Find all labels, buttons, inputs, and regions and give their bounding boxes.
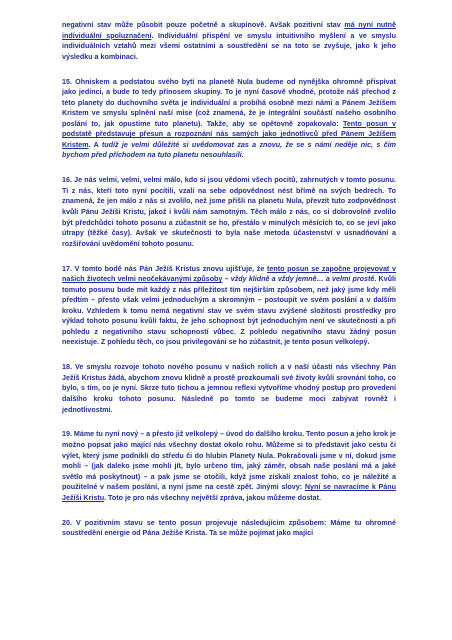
underlined-text: Tento posun v podstatě představuje přesun a rozpoznání nás samých jako jednotlivců před Pánem Ježíšem Kristem [62, 119, 396, 149]
paragraph-text: 19. Máme tu nyní nový – a přesto již velkolepý – úvod do dalšího kroku. Tento posun a jeho krok je možno popsat jako mající nás všechny dostat okolo rohu. Můžeme si to představit jako cestu či výlet, který jsme podnikli do středu či do hlubin Planety Nula. Pokračovali jsme v ní, dokud jsme mohli – (jak daleko jsme mohli jít, bylo určeno tím, jaký záměr, obsah naše poslání má a jaké světlo má poskytnout) – a pak jsme se otočili, když jsme získali znalost toho, co je náležité a použitelné v našem poslání, a nyní jsme na cestě zpět. Jinými slovy: [62, 430, 396, 492]
underlined-text: tento posun se započne projevovat v našich životech velmi neočekávanými způsoby [62, 264, 396, 284]
paragraph-text: . Individuální přispění ve smyslu intuitivního myšlení a ve smyslu individuálních vztahů mezi všemi ostatními a soustředění se na toto se zvyšuje, jako k jeho výsledku a kombinaci. [62, 31, 396, 61]
paragraph-p16 [62, 175, 396, 249]
paragraph-p15 [62, 77, 396, 161]
paragraph-text: 15. Ohniskem a podstatou svého bytí na planetě Nula budeme od nynějška ohromně přispívat jako jedinci, a bude to tedy přínosem skupiny. To je nyní časově vhodné, protože náš přechod z této planety do duchovního světa je individuální a probíhá osobně mezi námi a Pánem Ježíšem Kristem ve smyslu splnění naší mise (což znamená, že je integrální součástí našeho osobního poslání to, jak opustíme tuto planetu). Takže, aby se opětovně zopakovalo: [62, 77, 396, 128]
paragraph-p18 [62, 362, 396, 415]
paragraph-text: 17. V tomto bodě nás Pán Ježíš Kristus znovu ujišťuje, že [62, 264, 267, 273]
paragraph-text: 16. Je nás velmi, velmi, velmi málo, kdo si jsou vědomi všech pocitů, zahrnutých v tomto posunu. Ti z nás, kteří toto nyní pocítili, vzali na sebe odpovědnost nést břímě na svých bedrech. To znamená, že jen málo z nás si zvolilo, než jsme přišli na planetu Nula, převzít tuto zodpovědnost kvůli Pánu Ježíši Kristu, jakož i kvůli nám samotným. Těch málo z nás, co si dobrovolně zvolilo být předchůdci tohoto posunu a zúčastnit se ho, přestálo v minulých měsících to, co se jeví jako útrapy (těžké časy). Avšak ve skutečnosti to byla naše metoda účastenství v usnadňování a rozšiřování uvědomění tohoto posunu. [62, 176, 396, 248]
paragraph-text: . Kvůli tomuto posunu bude mít každý z nás příležitost tím nejširším způsobem, než jaký jsme kdy měli předtím – přesto však velmi jednoduchým a skromným – postoupit ve svém poslání a v dalším kroku. Vzhledem k tomu nemá negativní stav ve svém stavu zvýšené složitosti prostředky pro výklad tohoto posunu kvůli faktu, že jeho schopnost být jednoduchým není ve skutečnosti a při pohledu z negativního stavu schopností vůbec. Z pohledu negativního stavu žádný posun neexistuje. Z pohledu těch, co jsou privilegováni se ho zúčastnit, je tento posun velkolepý. [62, 275, 396, 347]
paragraph-text: negativní stav může působit pouze početně a skupinově. Avšak pozitivní stav [62, 21, 345, 29]
paragraph-text: 20. V pozitivním stavu se tento posun projevuje následujícím způsobem: Máme tu ohromné soustředění energie od Pána Ježíše Krista. Ta se může pojímat jako mající [62, 518, 396, 538]
paragraph-p19 [62, 429, 396, 503]
paragraph-p20 [62, 518, 396, 539]
paragraph-p0 [62, 20, 396, 62]
paragraph-text: . Toto je pro nás všechny největší zpráva, jakou můžeme dostat. [104, 493, 322, 502]
paragraph-text: . A [88, 140, 102, 149]
italic-emphasis-text: tudíž je velmi důležité si uvědomovat zas a znovu, že se s námi neděje nic, s čím bychom před příchodem na tuto planetu nesouhlasili. [62, 140, 397, 160]
document-body [62, 20, 396, 553]
underlined-text: Nyní se navracíme k Pánu Ježíši Kristu [62, 483, 396, 502]
italic-emphasis-text: vždy klidně a vždy jemně… a velmi prostě [230, 275, 375, 284]
paragraph-p17 [62, 264, 396, 348]
paragraph-text: 18. Ve smyslu rozvoje tohoto nového posunu v našich rolích a v naší účasti nás všechny Pán Ježíš Kristus žádá, abychom znovu klidně a prostě prozkoumali své životy kvůli srovnání toho, co bylo, s tím, co je nyní. Skrze tuto tichou a jemnou reflexi vytvoříme vhodný postup pro provedení dalšího kroku tohoto posunu. Následně po tomto se budeme moci zabývat rovněž i jednotlivostmi. [62, 363, 396, 414]
underlined-text: má nyní nutně individuální spoluznačení [62, 21, 397, 40]
paragraph-text: – [222, 275, 231, 284]
